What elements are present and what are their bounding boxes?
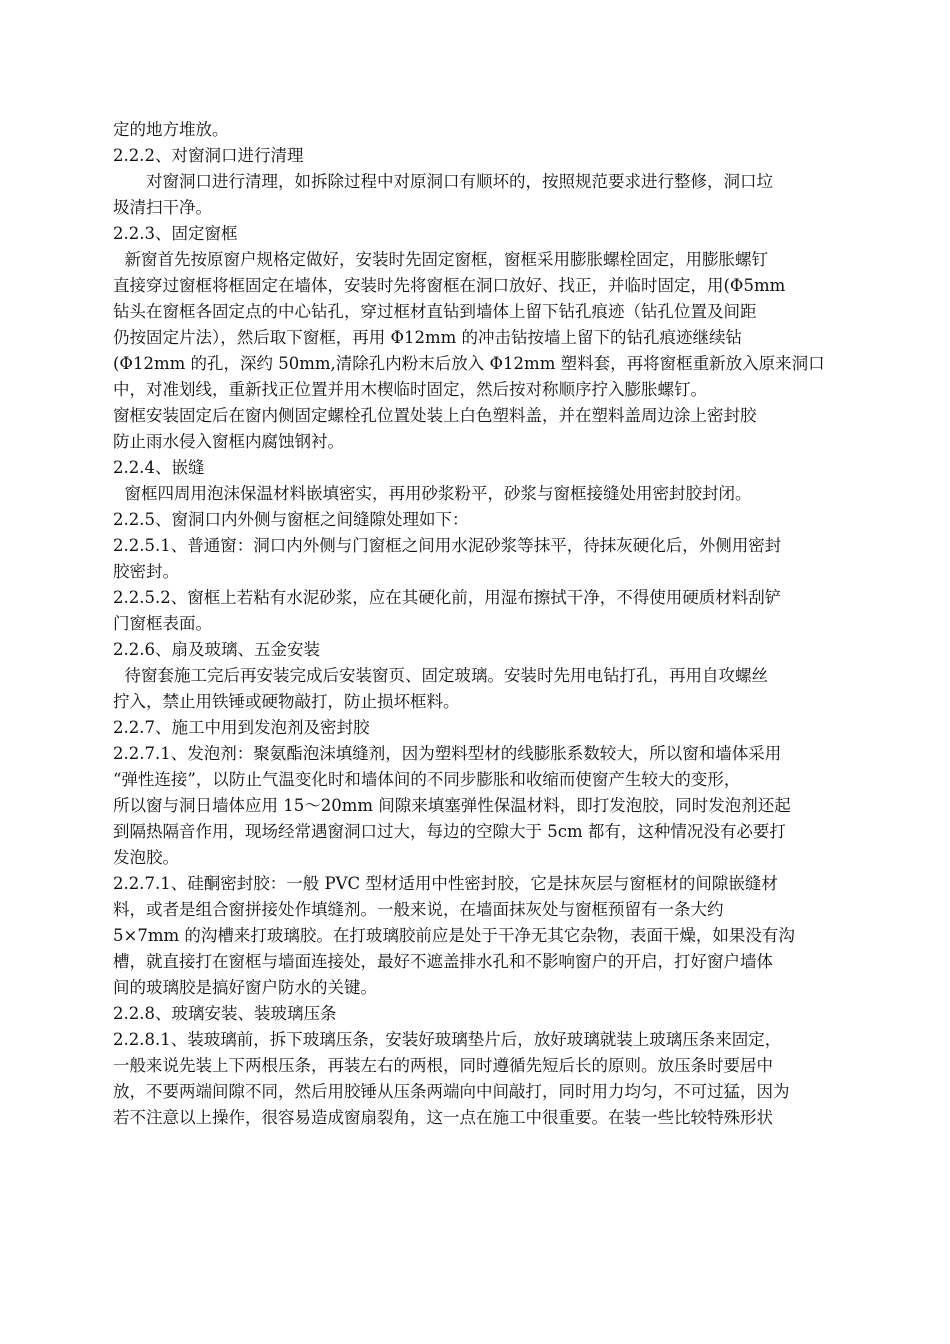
section-heading [113,715,861,741]
text-line: 料，或者是组合窗拼接处作填缝剂。一般来说，在墙面抹灰处与窗框预留有一条大约 [113,900,724,919]
text-line: 直接穿过窗框将框固定在墙体，安装时先将窗框在洞口放好、找正，并临时固定，用(Φ5mm [113,276,786,295]
paragraph [113,247,861,403]
text-line: 胶密封。 [113,562,179,581]
paragraph [113,585,861,637]
text-line: 对窗洞口进行清理，如拆除过程中对原洞口有顺坏的，按照规范要求进行整修，洞口垃 [146,172,773,191]
text-line: 2.2.8.1、装玻璃前，拆下玻璃压条，安装好玻璃垫片后，放好玻璃就装上玻璃压条来固定， [113,1030,782,1049]
text-line: 2.2.3、固定窗框 [113,224,238,243]
paragraph [113,481,861,507]
text-line: 防止雨水侵入窗框内腐蚀钢衬。 [113,432,344,451]
text-line: 槽，就直接打在窗框与墙面连接处，最好不遮盖排水孔和不影响窗户的开启，打好窗户墙体 [113,952,773,971]
paragraph [113,117,861,143]
paragraph [113,403,861,455]
text-line: 2.2.5.2、窗框上若粘有水泥砂浆，应在其硬化前，用湿布擦拭干净，不得使用硬质材料刮铲 [113,588,782,607]
text-line: 门窗框表面。 [113,614,212,633]
text-line: 拧入，禁止用铁锤或硬物敲打，防止损坏框料。 [113,692,460,711]
text-line: 仍按固定片法），然后取下窗框，再用 Φ12mm 的冲击钻按墙上留下的钻孔痕迹继续钻 [113,328,743,347]
section-heading [113,221,861,247]
section-heading [113,1001,861,1027]
paragraph [113,1027,861,1131]
section-heading [113,507,861,533]
text-line: 间的玻璃胶是搞好窗户防水的关键。 [113,978,377,997]
text-line: 定的地方堆放。 [113,120,229,139]
text-line: 圾清扫干净。 [113,198,212,217]
text-line: 新窗首先按原窗户规格定做好，安装时先固定窗框，窗框采用膨胀螺栓固定，用膨胀螺钉 [124,250,769,269]
text-line: 待窗套施工完后再安装完成后安装窗页、固定玻璃。安装时先用电钻打孔，再用自攻螺丝 [124,666,769,685]
text-line: 2.2.5、窗洞口内外侧与窗框之间缝隙处理如下： [113,510,469,529]
paragraph [113,741,861,871]
text-line: 中，对准划线，重新找正位置并用木楔临时固定，然后按对称顺序拧入膨胀螺钉。 [113,380,707,399]
text-line: “弹性连接”，以防止气温变化时和墙体间的不同步膨胀和收缩而使窗产生较大的变形， [113,770,741,789]
text-line: 到隔热隔音作用，现场经常遇窗洞口过大，每边的空隙大于 5cm 都有，这种情况没有必要打 [113,822,786,841]
text-line: 放，不要两端间隙不同，然后用胶锤从压条两端向中间敲打，同时用力均匀，不可过猛，因为 [113,1082,790,1101]
text-line: 若不注意以上操作，很容易造成窗扇裂角，这一点在施工中很重要。在装一些比较特殊形状 [113,1108,773,1127]
paragraph [113,169,861,221]
paragraph [113,533,861,585]
text-line: 钻头在窗框各固定点的中心钻孔，穿过框材直钻到墙体上留下钻孔痕迹（钻孔位置及间距 [113,302,757,321]
text-line: 2.2.7.1、硅酮密封胶：一般 PVC 型材适用中性密封胶，它是抹灰层与窗框材的间隙嵌缝材 [113,874,778,893]
text-line: 2.2.4、嵌缝 [113,458,205,477]
section-heading [113,455,861,481]
text-line: 2.2.5.1、普通窗：洞口内外侧与门窗框之间用水泥砂浆等抹平，待抹灰硬化后，外侧用密封 [113,536,782,555]
text-line: 所以窗与洞日墙体应用 15～20mm 间隙来填塞弹性保温材料，即打发泡胶，同时发泡剂还起 [113,796,791,815]
text-line: 2.2.7.1、发泡剂：聚氨酯泡沫填缝剂，因为塑料型材的线膨胀系数较大，所以窗和墙体采用 [113,744,782,763]
text-line: 发泡胶。 [113,848,179,867]
text-line: 一般来说先装上下两根压条，再装左右的两根，同时遵循先短后长的原则。放压条时要居中 [113,1056,773,1075]
text-line: 2.2.8、玻璃安装、装玻璃压条 [113,1004,337,1023]
text-line: 窗框安装固定后在窗内侧固定螺栓孔位置处装上白色塑料盖，并在塑料盖周边涂上密封胶 [113,406,757,425]
text-line: 2.2.7、施工中用到发泡剂及密封胶 [113,718,370,737]
paragraph [113,871,861,1001]
text-line: 窗框四周用泡沫保温材料嵌填密实，再用砂浆粉平，砂浆与窗框接缝处用密封胶封闭。 [124,484,752,503]
text-line: (Φ12mm 的孔，深约 50mm,清除孔内粉末后放入 Φ12mm 塑料套，再将窗框重新放入原来洞口 [113,354,825,373]
text-line: 5×7mm 的沟槽来打玻璃胶。在打玻璃胶前应是处于干净无其它杂物，表面干燥，如果没有沟 [113,926,795,945]
section-heading [113,143,861,169]
text-line: 2.2.2、对窗洞口进行清理 [113,146,304,165]
paragraph [113,663,861,715]
section-heading [113,637,861,663]
document-page [113,117,861,1131]
text-line: 2.2.6、扇及玻璃、五金安装 [113,640,320,659]
